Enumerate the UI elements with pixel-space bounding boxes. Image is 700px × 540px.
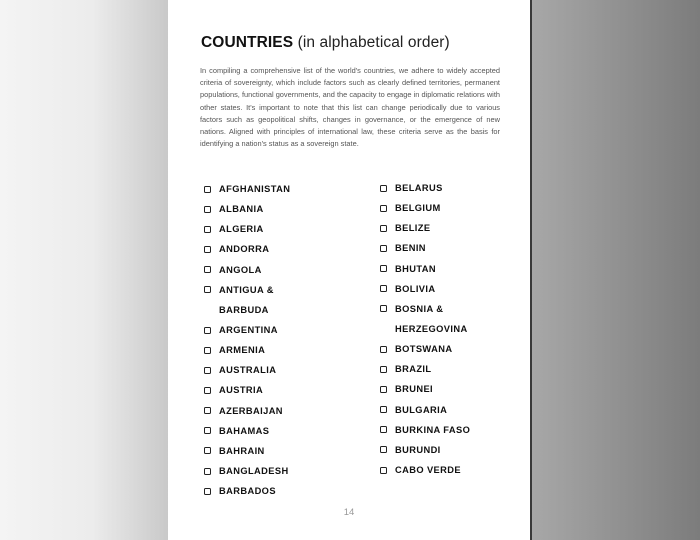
country-item (204, 380, 290, 400)
country-item-continuation (380, 319, 470, 339)
country-item (204, 441, 290, 461)
country-item (204, 199, 290, 219)
right-background (530, 0, 700, 540)
country-item (204, 360, 290, 380)
checkbox[interactable] (380, 446, 387, 453)
country-item (204, 320, 290, 340)
checkbox[interactable] (204, 246, 211, 253)
country-name: AUSTRALIA (219, 365, 277, 376)
country-item (204, 260, 290, 280)
checkbox[interactable] (380, 285, 387, 292)
country-name: BAHRAIN (219, 445, 265, 456)
country-name: AFGHANISTAN (219, 184, 291, 195)
page-edge (530, 0, 532, 540)
country-name: BELARUS (395, 183, 443, 194)
checkbox[interactable] (380, 245, 387, 252)
checkbox[interactable] (380, 205, 387, 212)
country-name: BELGIUM (395, 203, 441, 214)
checkbox[interactable] (380, 426, 387, 433)
country-item (204, 340, 290, 360)
checkbox[interactable] (204, 206, 211, 213)
country-item (380, 460, 470, 480)
checkbox[interactable] (204, 226, 211, 233)
checkbox[interactable] (380, 185, 387, 192)
country-name: BENIN (395, 243, 426, 254)
title-subtitle: (in alphabetical order) (297, 34, 450, 51)
country-name: BELIZE (395, 223, 431, 234)
country-item (380, 238, 470, 258)
country-item (380, 400, 470, 420)
country-item (204, 481, 290, 501)
country-item (204, 179, 290, 199)
country-name: ARMENIA (219, 345, 266, 356)
country-name: ANTIGUA & (219, 284, 274, 295)
checkbox[interactable] (204, 488, 211, 495)
checkbox[interactable] (380, 305, 387, 312)
country-name: BURUNDI (395, 444, 441, 455)
country-list-left (204, 179, 290, 501)
page-title (201, 34, 450, 52)
country-item (204, 461, 290, 481)
country-name: BOTSWANA (395, 344, 453, 355)
country-item (380, 379, 470, 399)
checkbox[interactable] (380, 386, 387, 393)
country-item (380, 279, 470, 299)
country-item (380, 420, 470, 440)
checkbox[interactable] (380, 467, 387, 474)
country-name: ALGERIA (219, 224, 264, 235)
document-page (168, 0, 530, 540)
country-item (380, 440, 470, 460)
checkbox[interactable] (204, 387, 211, 394)
country-list-right (380, 178, 470, 480)
country-item (380, 299, 470, 319)
checkbox[interactable] (204, 468, 211, 475)
country-item (204, 219, 290, 239)
checkbox[interactable] (204, 266, 211, 273)
intro-paragraph: In compiling a comprehensive list of the world's countries, we adhere to widely accepted criteria of sovereignty, which include factors such as clearly defined territories, permanent populations, functional governments, and the capacity to engage in diplomatic relations with other states. It's important to note that this list can change periodically due to various factors such as geopolitical shifts, changes in governance, or the emergence of new nations. Aligned with principles of international law, these criteria serve as the basis for identifying a nation's status as a sovereign state. (200, 66, 500, 149)
checkbox[interactable] (204, 427, 211, 434)
country-item (380, 178, 470, 198)
checkbox[interactable] (204, 347, 211, 354)
checkbox[interactable] (380, 225, 387, 232)
country-item-continuation (204, 300, 290, 320)
checkbox[interactable] (380, 346, 387, 353)
country-name: BARBUDA (219, 304, 269, 315)
country-name: AUSTRIA (219, 385, 264, 396)
country-name: ANDORRA (219, 244, 270, 255)
country-item (204, 401, 290, 421)
country-name: ALBANIA (219, 204, 264, 215)
country-item (204, 421, 290, 441)
left-background (0, 0, 168, 540)
checkbox[interactable] (380, 406, 387, 413)
country-name: ARGENTINA (219, 325, 278, 336)
country-name: CABO VERDE (395, 465, 461, 476)
country-name: BRUNEI (395, 384, 434, 395)
country-name: ANGOLA (219, 264, 262, 275)
country-name: BANGLADESH (219, 466, 289, 477)
country-name: BOLIVIA (395, 283, 436, 294)
checkbox[interactable] (380, 265, 387, 272)
country-name: AZERBAIJAN (219, 405, 283, 416)
country-item (380, 198, 470, 218)
checkbox[interactable] (204, 327, 211, 334)
checkbox[interactable] (204, 286, 211, 293)
country-name: BOSNIA & (395, 303, 444, 314)
checkbox[interactable] (204, 447, 211, 454)
country-name: BAHAMAS (219, 425, 270, 436)
country-item (204, 280, 290, 300)
country-item (380, 339, 470, 359)
country-name: HERZEGOVINA (395, 324, 468, 335)
country-name: BHUTAN (395, 263, 436, 274)
country-item (204, 239, 290, 259)
country-name: BULGARIA (395, 404, 448, 415)
country-item (380, 218, 470, 238)
country-item (380, 359, 470, 379)
title-main: COUNTRIES (201, 34, 294, 51)
checkbox[interactable] (204, 186, 211, 193)
country-item (380, 259, 470, 279)
checkbox[interactable] (380, 366, 387, 373)
country-name: BURKINA FASO (395, 424, 471, 435)
checkbox[interactable] (204, 367, 211, 374)
country-name: BARBADOS (219, 486, 276, 497)
checkbox[interactable] (204, 407, 211, 414)
page-number: 14 (343, 507, 355, 518)
country-name: BRAZIL (395, 364, 432, 375)
